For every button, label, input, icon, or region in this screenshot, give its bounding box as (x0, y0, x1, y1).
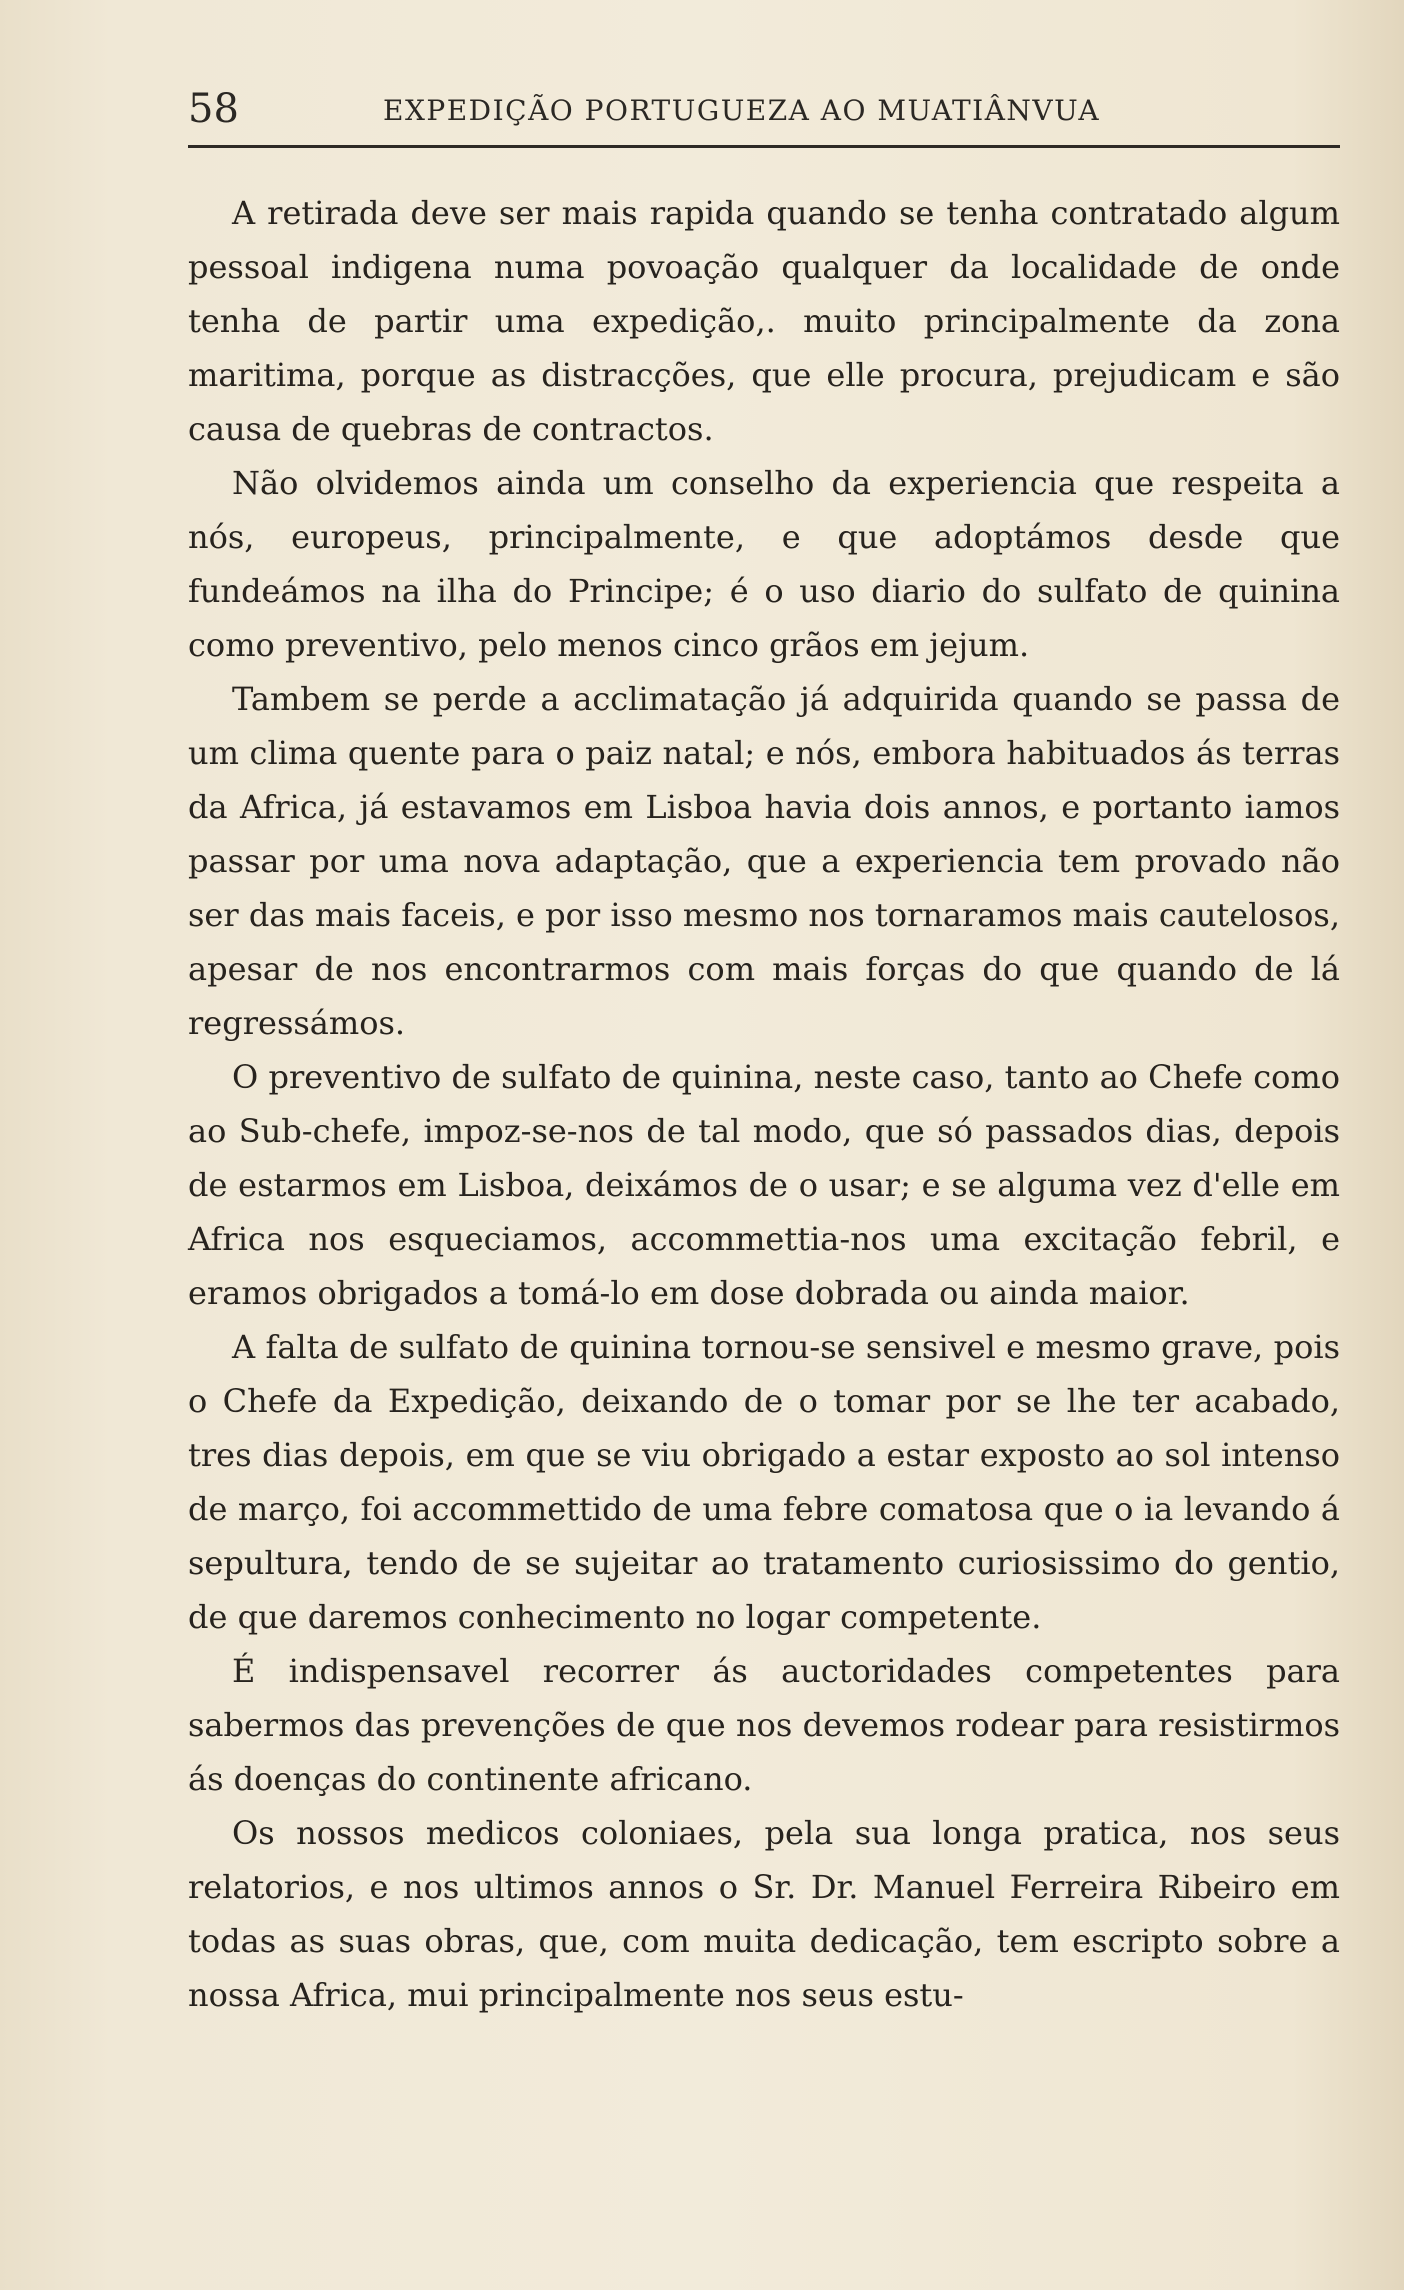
page-header (188, 86, 1340, 136)
paragraph: Não olvidemos ainda um conselho da experiencia que respeita a nós, europeus, principalmente, e que adoptámos desde que fundeámos na ilha do Principe; é o uso diario do sulfato de quinina como preventivo, pelo menos cinco grãos em jejum. (188, 464, 1340, 664)
paragraph: Os nossos medicos coloniaes, pela sua longa pratica, nos seus relatorios, e nos ultimos annos o Sr. Dr. Manuel Ferreira Ribeiro em todas as suas obras, que, com muita dedicação, tem escripto sobre a nossa Africa, mui principalmente nos seus estu- (188, 1814, 1340, 2014)
running-title: EXPEDIÇÃO PORTUGUEZA AO MUATIÂNVUA (383, 94, 1101, 127)
paragraph: A retirada deve ser mais rapida quando se tenha contratado algum pessoal indigena numa povoação qualquer da localidade de onde tenha de partir uma expedição,. muito principalmente da zona maritima, porque as distracções, que elle procura, prejudicam e são causa de quebras de contractos. (188, 194, 1340, 448)
header-rule (188, 145, 1340, 148)
paragraph: O preventivo de sulfato de quinina, neste caso, tanto ao Chefe como ao Sub-chefe, impoz-se-nos de tal modo, que só passados dias, depois de estarmos em Lisboa, deixámos de o usar; e se alguma vez d'elle em Africa nos esqueciamos, accommettia-nos uma excitação febril, e eramos obrigados a tomá-lo em dose dobrada ou ainda maior. (188, 1058, 1340, 1312)
paragraph: É indispensavel recorrer ás auctoridades competentes para sabermos das prevenções de que nos devemos rodear para resistirmos ás doenças do continente africano. (188, 1652, 1340, 1798)
page-number: 58 (188, 86, 239, 132)
body-text (188, 186, 1340, 2022)
paragraph: A falta de sulfato de quinina tornou-se sensivel e mesmo grave, pois o Chefe da Expedição, deixando de o tomar por se lhe ter acabado, tres dias depois, em que se viu obrigado a estar exposto ao sol intenso de março, foi accommettido de uma febre comatosa que o ia levando á sepultura, tendo de se sujeitar ao tratamento curiosissimo do gentio, de que daremos conhecimento no logar competente. (188, 1328, 1340, 1636)
paragraph: Tambem se perde a acclimatação já adquirida quando se passa de um clima quente para o paiz natal; e nós, embora habituados ás terras da Africa, já estavamos em Lisboa havia dois annos, e portanto iamos passar por uma nova adaptação, que a experiencia tem provado não ser das mais faceis, e por isso mesmo nos tornaramos mais cautelosos, apesar de nos encontrarmos com mais forças do que quando de lá regressámos. (188, 680, 1340, 1042)
